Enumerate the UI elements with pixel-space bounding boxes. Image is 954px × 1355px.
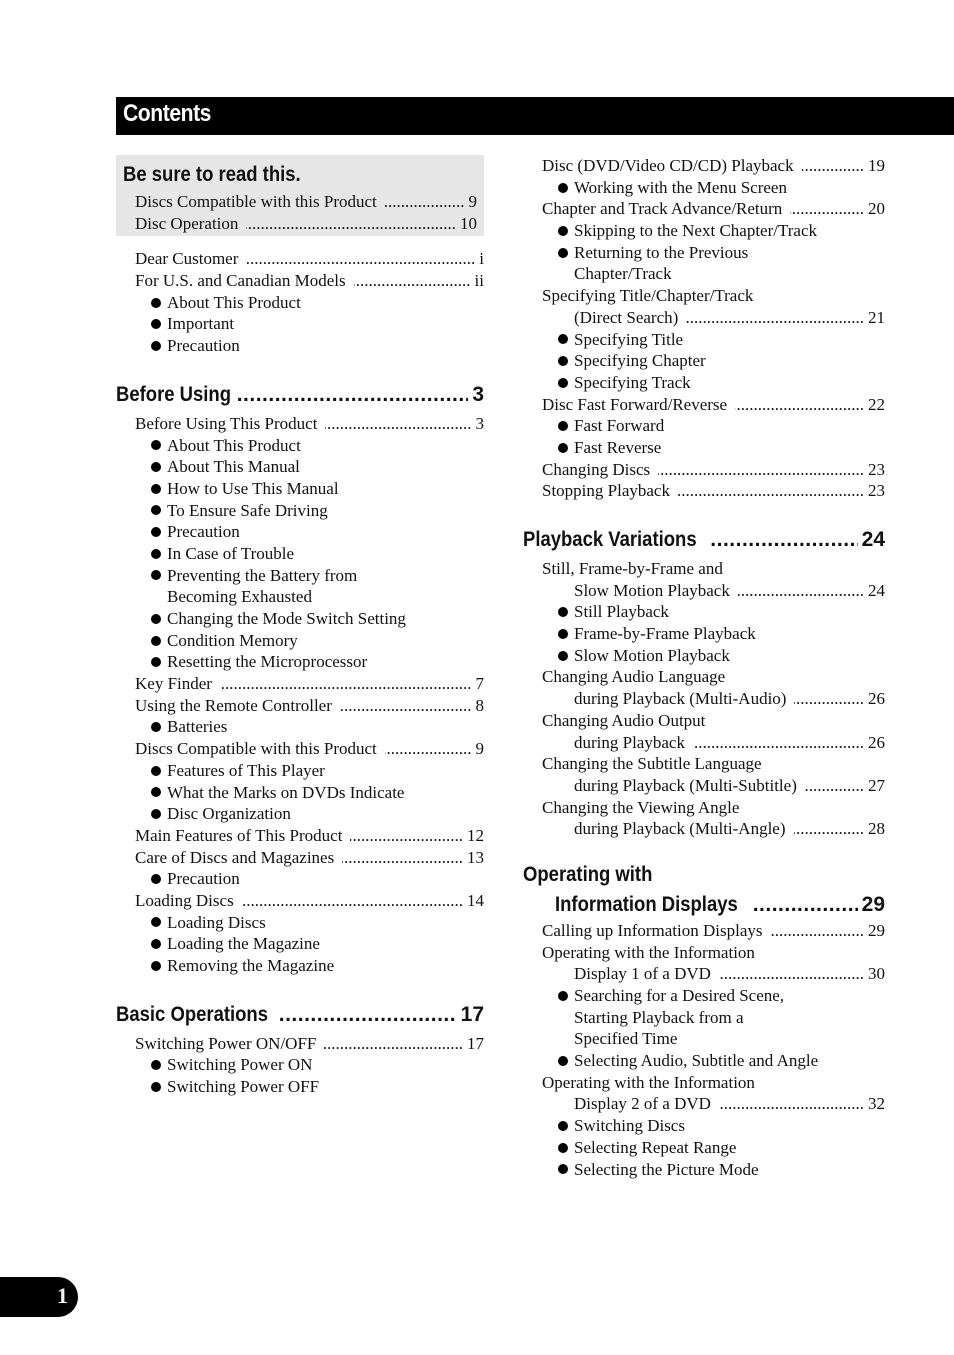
toc-entry-text: Discs Compatible with this Product [135,192,377,211]
toc-bullet-item[interactable] [116,651,484,673]
dot-leader [246,213,456,235]
toc-entry-text: Slow Motion Playback [574,580,730,600]
toc-bullet-text: Precaution [167,522,240,542]
toc-bullet-item[interactable] [523,623,885,645]
dot-leader [340,695,472,717]
bullet-icon [151,549,161,559]
bullet-icon [151,917,161,927]
toc-bullet-item[interactable] [116,435,484,457]
bullet-icon [151,1060,161,1070]
dot-leader [279,1003,457,1027]
toc-page-number: 7 [475,674,484,694]
toc-page-number: 12 [467,825,484,845]
toc-bullet-continuation [523,1028,885,1050]
toc-bullet-text: Still Playback [574,602,669,622]
toc-bullet-text: To Ensure Safe Driving [167,500,328,520]
toc-entry-continuation[interactable] [523,818,885,840]
toc-entry-heading[interactable] [523,797,885,819]
toc-page-number: i [479,249,484,269]
toc-entry-continuation[interactable] [523,688,885,710]
toc-entry-text: Display 2 of a DVD [574,1094,711,1114]
toc-entry[interactable] [123,191,477,213]
toc-page-number: 27 [868,775,885,795]
toc-bullet-text: How to Use This Manual [167,478,339,498]
toc-entry-text: Discs Compatible with this Product [135,739,377,759]
bullet-icon [558,1164,568,1174]
dot-leader [693,732,864,754]
page-number-tab [0,1277,78,1317]
bullet-icon [151,809,161,819]
toc-bullet-item[interactable] [116,565,484,587]
dot-leader [385,738,472,760]
bullet-icon [558,248,568,258]
bullet-icon [558,1056,568,1066]
dot-leader [686,307,864,329]
toc-entry-heading[interactable] [523,666,885,688]
toc-bullet-text: About This Manual [167,457,300,477]
toc-entry-text: (Direct Search) [574,307,679,327]
toc-entry-text: Changing Audio Output [542,710,706,730]
section-page-number: 3 [472,382,484,406]
toc-bullet-text: Features of This Player [167,760,325,780]
toc-page-number: 9 [468,192,477,211]
toc-bullet-text: In Case of Trouble [167,543,295,563]
toc-bullet-text: Chapter/Track [574,264,672,284]
toc-bullet-item[interactable] [523,1137,885,1159]
toc-bullet-item[interactable] [523,350,885,372]
dot-leader [658,459,864,481]
toc-entry-continuation[interactable] [523,963,885,985]
toc-entry-continuation[interactable] [523,732,885,754]
toc-entry-heading[interactable] [523,558,885,580]
toc-entry-text: Disc Operation [135,213,239,233]
toc-bullet-item[interactable] [523,329,885,351]
toc-bullet-text: Preventing the Battery from [167,565,358,585]
toc-bullet-text: Switching Power ON [167,1055,313,1075]
toc-page-number: 28 [868,819,885,839]
toc-bullet-text: Precaution [167,869,240,889]
toc-page-number: 14 [467,890,484,910]
toc-entry[interactable] [116,413,484,435]
toc-bullet-item[interactable] [116,1076,484,1098]
toc-bullet-item[interactable] [116,630,484,652]
toc-bullet-item[interactable] [523,437,885,459]
toc-entry[interactable] [523,198,885,220]
toc-bullet-item[interactable] [523,177,885,199]
toc-entry[interactable] [116,270,484,292]
toc-page-number: 26 [868,732,885,752]
toc-bullet-item[interactable] [116,521,484,543]
bullet-icon [558,334,568,344]
toc-entry-heading[interactable] [523,1072,885,1094]
toc-entry-text: Disc (DVD/Video CD/CD) Playback [542,156,794,175]
toc-entry[interactable] [116,673,484,695]
toc-bullet-text: Specifying Chapter [574,351,706,371]
toc-bullet-continuation [523,263,885,285]
section-title: Information Displays [555,892,738,916]
dot-leader [794,688,864,710]
bullet-icon [558,651,568,661]
bullet-icon [151,961,161,971]
toc-bullet-item[interactable] [116,543,484,565]
toc-entry[interactable] [123,213,477,235]
toc-bullet-text: About This Product [167,292,301,312]
right-column [523,155,885,1180]
bullet-icon [558,356,568,366]
toc-page-number: 13 [467,847,484,867]
toc-page-number: 20 [868,199,885,219]
toc-entry-text: Operating with the Information [542,942,755,962]
dot-leader [385,191,465,213]
toc-entry[interactable] [523,155,885,177]
section-title: Playback Variations [523,528,697,551]
toc-page-number: 8 [475,695,484,715]
section-spacer [523,840,885,860]
toc-entry-text: Key Finder [135,674,212,694]
bullet-icon [151,657,161,667]
bullet-icon [151,505,161,515]
toc-entry-text: Main Features of This Product [135,825,343,845]
bullet-icon [558,378,568,388]
toc-bullet-item[interactable] [116,782,484,804]
bullet-icon [151,874,161,884]
toc-entry-continuation[interactable] [523,580,885,602]
dot-leader [753,893,858,917]
toc-bullet-text: Slow Motion Playback [574,645,730,665]
bullet-icon [558,991,568,1001]
toc-bullet-item[interactable] [116,608,484,630]
page-title: Contents [123,100,211,127]
page-number: 1 [57,1283,68,1308]
dot-leader [771,920,864,942]
dot-leader [738,580,864,602]
toc-entry[interactable] [523,459,885,481]
dot-leader [324,1033,463,1055]
toc-page-number: 21 [868,307,885,327]
section-heading-continuation[interactable] [523,890,885,920]
toc-bullet-text: Becoming Exhausted [167,587,312,607]
toc-entry-text: Chapter and Track Advance/Return [542,199,783,219]
toc-page-number: 19 [868,156,885,175]
toc-page-number: 30 [868,964,885,984]
section-heading[interactable] [116,377,484,413]
dot-leader [735,394,864,416]
toc-bullet-item[interactable] [523,985,885,1007]
toc-bullet-text: Precaution [167,336,240,356]
dot-leader [350,825,463,847]
toc-entry-heading[interactable] [523,753,885,775]
bullet-icon [558,183,568,193]
toc-bullet-text: Searching for a Desired Scene, [574,986,785,1005]
toc-entry-text: Changing the Subtitle Language [542,754,762,774]
toc-entry-text: during Playback (Multi-Subtitle) [574,775,797,795]
toc-bullet-text: About This Product [167,435,301,455]
dot-leader [805,775,864,797]
toc-bullet-text: Loading the Magazine [167,934,320,954]
bullet-icon [151,462,161,472]
toc-entry-text: Still, Frame-by-Frame and [542,559,723,578]
toc-bullet-continuation [116,586,484,608]
toc-bullet-text: What the Marks on DVDs Indicate [167,782,405,802]
toc-entry-text: Display 1 of a DVD [574,964,711,984]
box-title: Be sure to read this. [123,163,301,186]
toc-entry-text: Before Using This Product [135,413,318,433]
section-heading[interactable] [116,997,484,1033]
bullet-icon [151,766,161,776]
toc-entry-continuation[interactable] [523,775,885,797]
dot-leader [242,890,463,912]
toc-bullet-item[interactable] [116,868,484,890]
toc-entry-text: during Playback (Multi-Angle) [574,819,786,839]
bullet-icon [558,443,568,453]
toc-bullet-text: Disc Organization [167,804,291,824]
toc-bullet-continuation [523,1007,885,1029]
toc-entry-text: Care of Discs and Magazines [135,847,335,867]
toc-page-number: 22 [868,394,885,414]
toc-entry-continuation[interactable] [523,307,885,329]
toc-entry-text: Changing Audio Language [542,667,726,687]
toc-bullet-text: Working with the Menu Screen [574,177,787,197]
bullet-icon [151,570,161,580]
toc-bullet-text: Returning to the Previous [574,242,749,262]
toc-bullet-text: Fast Forward [574,416,665,436]
toc-bullet-text: Important [167,314,235,334]
toc-bullet-text: Specifying Title [574,329,684,349]
toc-bullet-item[interactable] [116,760,484,782]
toc-page-number: 3 [475,413,484,433]
toc-page-number: 26 [868,689,885,709]
toc-page-number: 23 [868,459,885,479]
toc-bullet-item[interactable] [116,478,484,500]
toc-bullet-item[interactable] [116,912,484,934]
toc-bullet-item[interactable] [116,335,484,357]
left-column [116,155,484,1098]
bullet-icon [151,636,161,646]
toc-bullet-item[interactable] [116,313,484,335]
toc-bullet-item[interactable] [116,1054,484,1076]
toc-entry[interactable] [116,1033,484,1055]
toc-bullet-item[interactable] [523,601,885,623]
bullet-icon [151,319,161,329]
dot-leader [220,673,472,695]
toc-bullet-item[interactable] [116,955,484,977]
dot-leader [790,198,864,220]
toc-page-number: 17 [467,1033,484,1053]
toc-bullet-item[interactable] [523,1115,885,1137]
toc-bullet-item[interactable] [523,1159,885,1181]
toc-bullet-text: Fast Reverse [574,437,662,457]
toc-entry[interactable] [116,695,484,717]
toc-entry-text: Stopping Playback [542,481,670,501]
dot-leader [794,818,864,840]
toc-bullet-text: Selecting Audio, Subtitle and Angle [574,1051,819,1071]
dot-leader [246,248,475,270]
toc-bullet-item[interactable] [523,645,885,667]
toc-entry-text: Using the Remote Controller [135,695,332,715]
dot-leader [237,383,469,407]
section-heading[interactable] [523,860,885,890]
toc-entry-text: For U.S. and Canadian Models [135,271,346,291]
bullet-icon [558,226,568,236]
toc-bullet-item[interactable] [116,292,484,314]
toc-entry-text: during Playback [574,732,685,752]
toc-entry-text: Specifying Title/Chapter/Track [542,286,754,306]
toc-bullet-text: Specifying Track [574,372,691,392]
bullet-icon [558,607,568,617]
bullet-icon [151,939,161,949]
toc-entry-heading[interactable] [523,710,885,732]
contents-header-bar [116,97,954,135]
toc-bullet-item[interactable] [523,415,885,437]
toc-entry[interactable] [116,738,484,760]
dot-leader [719,1093,864,1115]
toc-bullet-item[interactable] [523,220,885,242]
toc-page-number: 9 [475,739,484,759]
section-page-number: 24 [861,528,885,551]
toc-entry-text: Changing Discs [542,459,651,479]
section-title: Operating with [523,862,653,886]
section-title: Before Using [116,382,232,406]
bullet-icon [151,787,161,797]
bullet-icon [558,421,568,431]
bullet-icon [151,341,161,351]
dot-leader [719,963,864,985]
dot-leader [678,480,864,502]
toc-entry[interactable] [523,920,885,942]
section-spacer [523,502,885,522]
bullet-icon [151,440,161,450]
bullet-icon [151,722,161,732]
toc-entry-text: Calling up Information Displays [542,920,763,940]
toc-page-number: 23 [868,481,885,501]
toc-bullet-item[interactable] [523,242,885,264]
section-heading[interactable] [523,522,885,558]
toc-entry-text: Switching Power ON/OFF [135,1033,317,1053]
toc-bullet-text: Selecting Repeat Range [574,1137,737,1157]
dot-leader [802,155,864,177]
toc-entry[interactable] [116,248,484,270]
toc-bullet-item[interactable] [116,500,484,522]
dot-leader [354,270,471,292]
bullet-icon [151,1082,161,1092]
bullet-icon [558,1143,568,1153]
toc-entry[interactable] [116,890,484,912]
toc-page-number: 24 [868,580,885,600]
toc-entry[interactable] [523,480,885,502]
toc-bullet-item[interactable] [523,372,885,394]
toc-bullet-text: Skipping to the Next Chapter/Track [574,221,818,241]
dot-leader [710,528,857,552]
toc-entry[interactable] [116,825,484,847]
toc-page-number: 29 [868,920,885,940]
toc-entry-text: Dear Customer [135,249,239,269]
toc-bullet-item[interactable] [116,456,484,478]
toc-bullet-item[interactable] [116,803,484,825]
bullet-icon [151,527,161,537]
toc-bullet-text: Changing the Mode Switch Setting [167,609,406,628]
dot-leader [342,847,463,869]
toc-bullet-text: Frame-by-Frame Playback [574,624,756,644]
bullet-icon [151,484,161,494]
toc-entry[interactable] [116,847,484,869]
toc-entry-continuation[interactable] [523,1093,885,1115]
toc-bullet-item[interactable] [116,716,484,738]
toc-bullet-text: Starting Playback from a [574,1007,744,1027]
toc-bullet-text: Switching Power OFF [167,1077,320,1097]
section-page-number: 29 [861,892,885,916]
toc-page-number: 10 [460,213,477,233]
toc-entry-heading[interactable] [523,942,885,964]
toc-page-number: ii [474,271,484,291]
toc-bullet-text: Selecting the Picture Mode [574,1159,759,1179]
toc-bullet-text: Resetting the Microprocessor [167,652,368,672]
bullet-icon [151,614,161,624]
section-page-number: 17 [460,1002,484,1026]
toc-entry[interactable] [523,394,885,416]
toc-bullet-text: Switching Discs [574,1116,685,1136]
toc-entry-text: Loading Discs [135,890,234,910]
bullet-icon [558,1121,568,1131]
toc-entry-heading[interactable] [523,285,885,307]
toc-entry-text: Operating with the Information [542,1072,755,1092]
toc-bullet-text: Removing the Magazine [167,956,335,975]
toc-entry-text: Disc Fast Forward/Reverse [542,394,728,414]
bullet-icon [558,629,568,639]
section-spacer [116,357,484,377]
section-spacer [116,977,484,997]
toc-page-number: 32 [868,1094,885,1114]
dot-leader [325,413,471,435]
toc-bullet-item[interactable] [523,1050,885,1072]
toc-bullet-text: Condition Memory [167,630,298,650]
bullet-icon [151,298,161,308]
toc-bullet-text: Specified Time [574,1029,678,1049]
toc-bullet-text: Loading Discs [167,912,266,932]
toc-entry-text: Changing the Viewing Angle [542,797,740,817]
toc-bullet-text: Batteries [167,717,228,737]
toc-entry-text: during Playback (Multi-Audio) [574,689,787,709]
be-sure-to-read-box [116,155,484,236]
section-title: Basic Operations [116,1002,269,1026]
toc-bullet-item[interactable] [116,933,484,955]
